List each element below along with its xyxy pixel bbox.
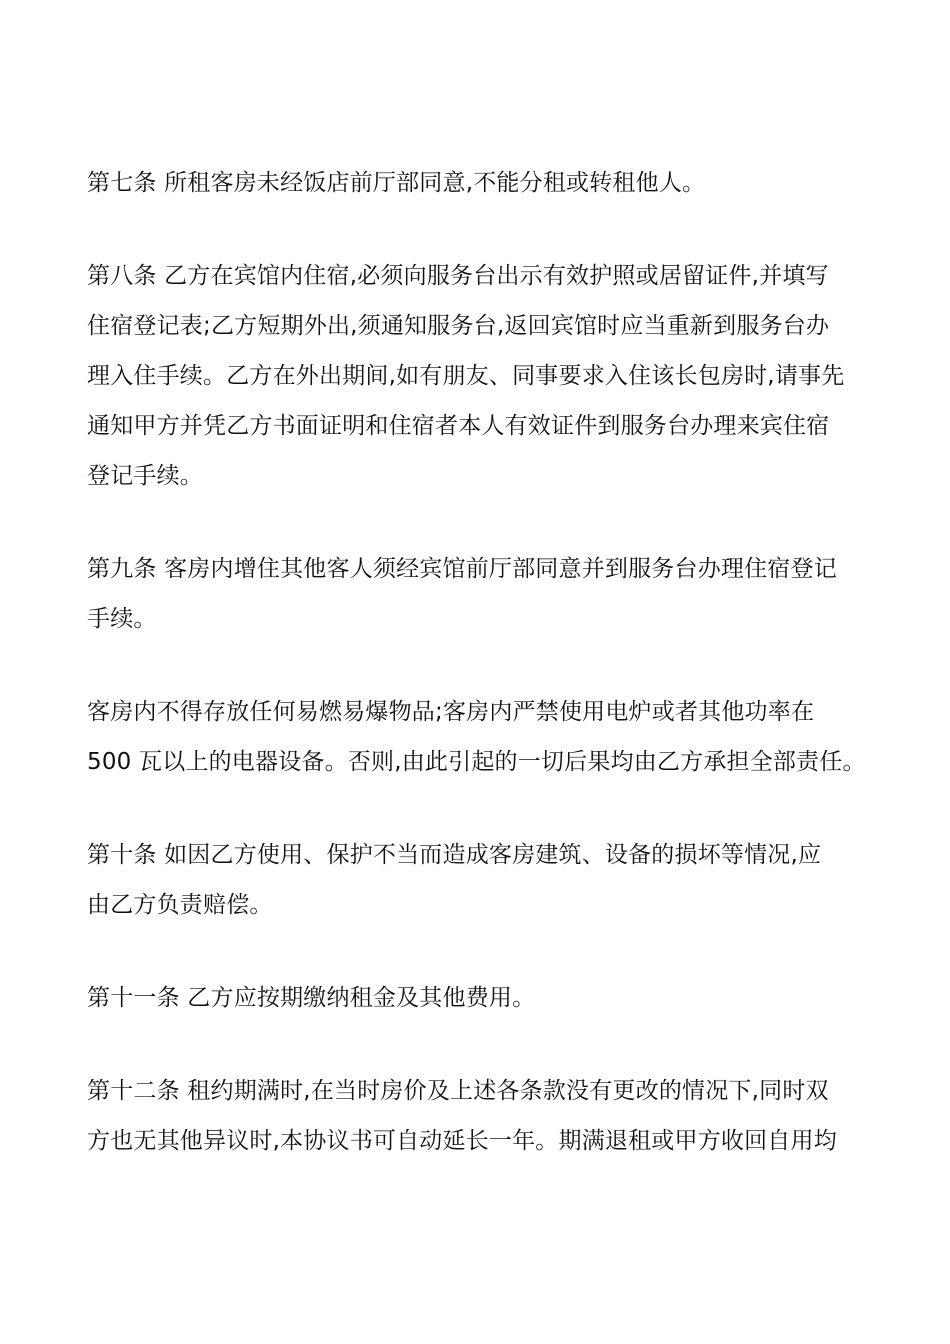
text-line: 第八条 乙方在宾馆内住宿,必须向服务台出示有效护照或居留证件,并填写: [87, 263, 829, 289]
text-line: 第七条 所租客房未经饭店前厅部同意,不能分租或转租他人。: [87, 170, 706, 196]
article-10: [87, 830, 867, 930]
text-line: 第十条 如因乙方使用、保护不当而造成客房建筑、设备的损坏等情况,应: [87, 842, 822, 868]
article-11: [87, 973, 867, 1023]
article-9: [87, 544, 867, 644]
text-line: 登记手续。: [87, 463, 203, 489]
text-line: 通知甲方并凭乙方书面证明和住宿者本人有效证件到服务台办理来宾住宿: [87, 413, 830, 439]
text-line: 第十二条 租约期满时,在当时房价及上述各条款没有更改的情况下,同时双: [87, 1078, 829, 1104]
text-line: 手续。: [87, 606, 157, 632]
flammables-clause: [87, 687, 867, 787]
text-line: 方也无其他异议时,本协议书可自动延长一年。期满退租或甲方收回自用均: [87, 1128, 837, 1154]
text-line: 客房内不得存放任何易燃易爆物品;客房内严禁使用电炉或者其他功率在: [87, 699, 815, 725]
article-7: [87, 158, 867, 208]
text-line: 第九条 客房内增住其他客人须经宾馆前厅部同意并到服务台办理住宿登记: [87, 556, 837, 582]
text-line: 住宿登记表;乙方短期外出,须通知服务台,返回宾馆时应当重新到服务台办: [87, 313, 830, 339]
text-line: 理入住手续。乙方在外出期间,如有朋友、同事要求入住该长包房时,请事先: [87, 363, 845, 389]
article-8: [87, 251, 867, 501]
document-body: [87, 158, 867, 1209]
text-line: 由乙方负责赔偿。: [87, 892, 273, 918]
text-line: 第十一条 乙方应按期缴纳租金及其他费用。: [87, 985, 536, 1011]
text-line: 500 瓦以上的电器设备。否则,由此引起的一切后果均由乙方承担全部责任。: [87, 749, 866, 775]
article-12: [87, 1066, 867, 1166]
